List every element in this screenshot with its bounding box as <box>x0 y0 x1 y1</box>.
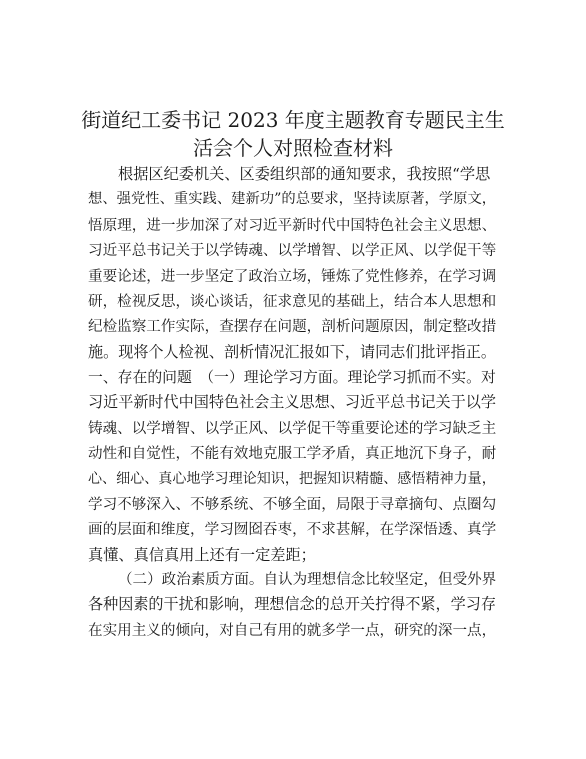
section-1-line: 铸魂、以学增智、以学正风、以学促干等重要论述的学习缺乏主 <box>88 419 497 437</box>
section-2-paragraph <box>88 567 498 643</box>
section-1-line: 动性和自觉性，不能有效地克服工学矛盾，真正地沉下身子，耐 <box>88 445 497 463</box>
section-2-line: 各种因素的干扰和影响，理想信念的总开关拧得不紧，学习存 <box>88 595 496 614</box>
section-1-line: 学习不够深入、不够系统、不够全面，局限于寻章摘句、点圈勾 <box>88 495 497 513</box>
document-title-line-1: 街道纪工委书记 2023 年度主题教育专题民主生 <box>81 108 505 132</box>
document-title-line-2: 活会个人对照检查材料 <box>193 136 393 160</box>
section-1-line: 画的层面和维度，学习囫囵吞枣，不求甚解，在学深悟透、真学 <box>88 521 497 539</box>
intro-line: 施。现将个人检视、剖析情况汇报如下，请同志们批评指正。 <box>88 342 496 361</box>
intro-line: 想、强党性、重实践、建新功”的总要求，坚持读原著，学原文， <box>88 191 497 208</box>
intro-line: 习近平总书记关于以学铸魂、以学增智、以学正风、以学促干等 <box>88 242 497 260</box>
intro-line: 重要论述，进一步坚定了政治立场，锤炼了党性修养，在学习调 <box>88 267 497 285</box>
section-2-line: （二）政治素质方面。自认为理想信念比较坚定，但受外界 <box>118 571 497 588</box>
intro-line: 研，检视反思，谈心谈话，征求意见的基础上，结合本人思想和 <box>88 292 497 310</box>
section-2-line: 在实用主义的倾向，对自己有用的就多学一点，研究的深一点， <box>88 621 497 639</box>
section-1-line: 真懂、真信真用上还有一定差距； <box>88 545 316 564</box>
intro-line: 根据区纪委机关、区委组织部的通知要求，我按照“学思 <box>118 165 491 183</box>
intro-line: 悟原理，进一步加深了对习近平新时代中国特色社会主义思想、 <box>88 216 497 234</box>
intro-paragraph <box>88 162 498 365</box>
section-1-line: 习近平新时代中国特色社会主义思想、习近平总书记关于以学 <box>88 393 496 412</box>
section-1-line: 一、存在的问题 （一）理论学习方面。理论学习抓而不实。对 <box>88 369 496 386</box>
intro-line: 纪检监察工作实际，查摆存在问题，剖析问题原因，制定整改措 <box>88 318 497 336</box>
section-1-paragraph <box>88 365 498 568</box>
section-1-line: 心、细心、真心地学习理论知识，把握知识精髓、感悟精神力量， <box>88 470 496 487</box>
